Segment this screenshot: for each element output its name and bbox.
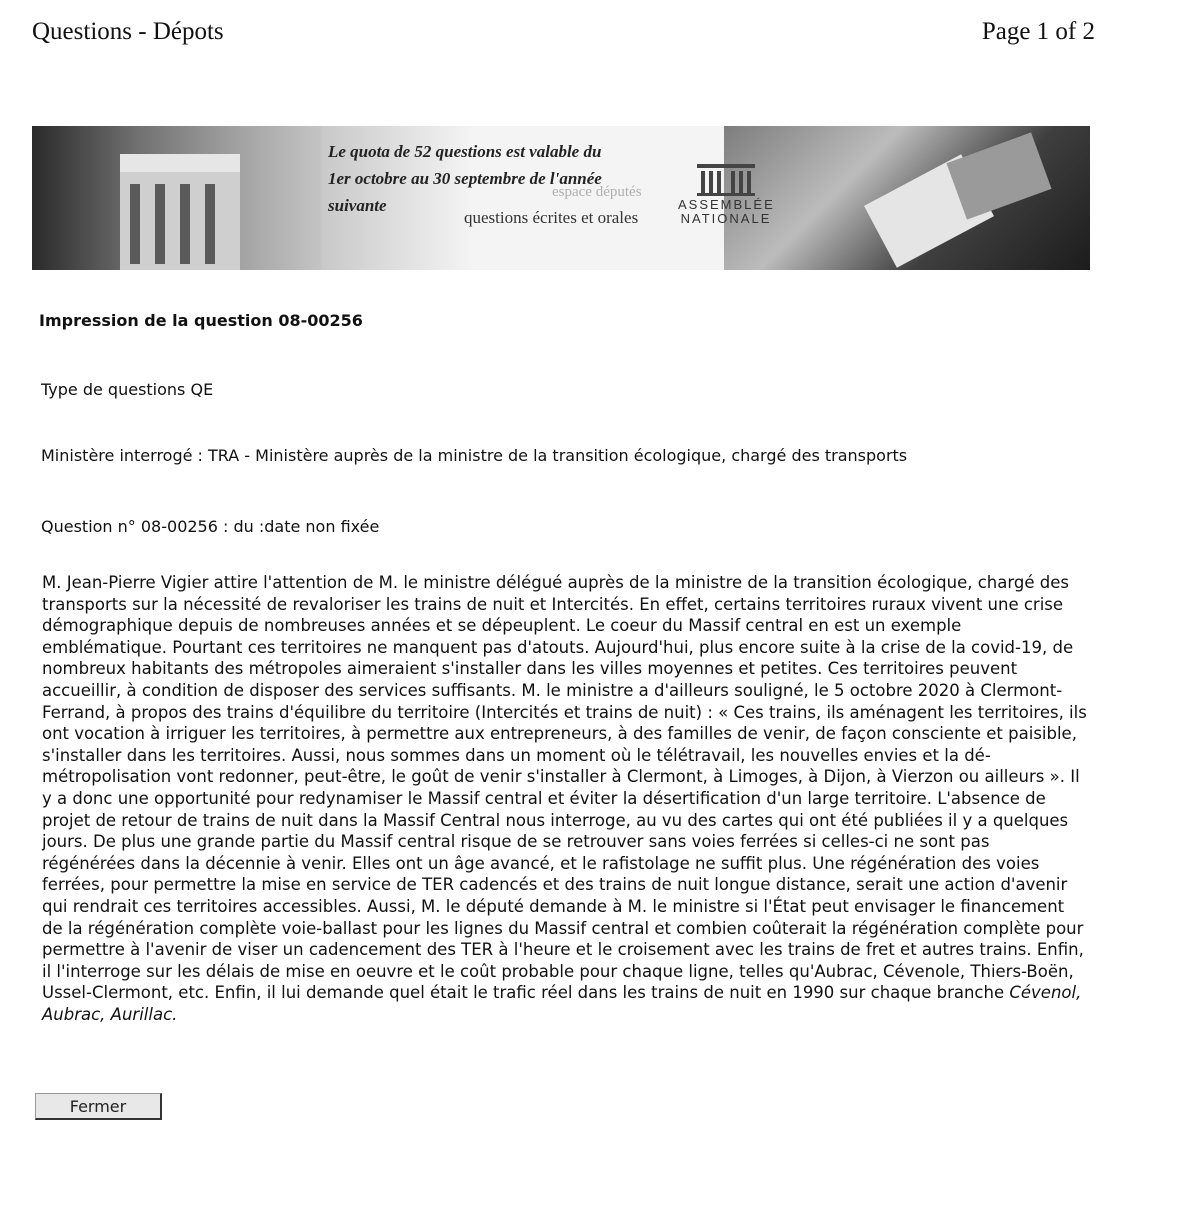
question-number-date: Question n° 08-00256 : du :date non fixée (41, 517, 380, 536)
question-type: Type de questions QE (41, 380, 214, 399)
questions-ecrites-label: questions écrites et orales (464, 208, 639, 227)
hemicycle-icon (695, 162, 757, 196)
question-heading: Impression de la question 08-00256 (39, 311, 363, 330)
assemblee-nationale-logo (678, 156, 774, 252)
logo-line-2: NATIONALE (680, 211, 772, 226)
quota-line-2: 1er octobre au 30 septembre de l'année (328, 169, 602, 188)
logo-line-1: ASSEMBLÉE (678, 197, 775, 212)
print-header-title: Questions - Dépots (32, 18, 224, 45)
espace-deputes-label: espace députés (552, 184, 642, 200)
print-page-number: Page 1 of 2 (981, 18, 1095, 45)
question-body (42, 572, 1087, 1025)
ministry-queried: Ministère interrogé : TRA - Ministère auprès de la ministre de la transition écologique, chargé des transports (41, 446, 908, 465)
question-body-italic: Cévenol, Aubrac, Aurillac. (42, 983, 1082, 1024)
quota-line-3: suivante (328, 196, 387, 215)
desk-photo (724, 126, 1090, 270)
close-button[interactable]: Fermer (35, 1093, 162, 1120)
quota-line-1: Le quota de 52 questions est valable du (328, 142, 602, 161)
question-body-main: M. Jean-Pierre Vigier attire l'attention de M. le ministre délégué auprès de la ministre de la transition écologique, chargé des transports sur la nécessité de revaloriser les trains de nuit et Intercités. En effet, certains territoires ruraux vivent une crise démographique depuis de nombreuses années et se dépeuplent. Le coeur du Massif central en est un exemple emblématique. Pourtant ces territoires ne manquent pas d'atouts. Aujourd'hui, plus encore suite à la crise de la covid-19, de nombreux habitants des métropoles aimeraient s'installer dans les villes moyennes et petites. Ces territoires peuvent accueillir, à condition de disposer des services suffisants. M. le ministre a d'ailleurs souligné, le 5 octobre 2020 à Clermont-Ferrand, à propos des trains d'équilibre du territoire (Intercités et trains de nuit) : « Ces trains, ils aménagent les territoires, ils ont vocation à irriguer les territoires, à permettre aux entrepreneurs, à des familles de venir, de façon consciente et paisible, s'installer dans les territoires. Aussi, nous sommes dans un moment où le télétravail, les nouvelles envies et la dé-métropolisation vont redonner, peut-être, le goût de venir s'installer à Clermont, à Limoges, à Dijon, à Vierzon ou ailleurs ». Il y a donc une opportunité pour redynamiser le Massif central et éviter la désertification d'un large territoire. L'absence de projet de retour de trains de nuit dans la Massif Central nous interroge, au vu des cartes qui ont été publiées il y a quelques jours. De plus une grande partie du Massif central risque de se retrouver sans voies ferrées si celles-ci ne sont pas régénérées dans la décennie à venir. Elles ont un âge avancé, et le rafistolage ne suffit plus. Une régénération des voies ferrées, pour permettre la mise en service de TER cadencés et des trains de nuit longue distance, serait une action d'avenir qui rendrait ces territoires accessibles. Aussi, M. le député demande à M. le ministre si l'État peut envisager le financement de la régénération complète voie-ballast pour les lignes du Massif central et combien coûterait la régénération complète pour permettre à l'avenir de viser un cadencement des TER à l'heure et le croisement avec les trains de fret et autres trains. Enfin, il l'interroge sur les délais de mise en oeuvre et le coût probable pour chaque ligne, telles qu'Aubrac, Cévenole, Thiers-Boën, Ussel-Clermont, etc. Enfin, il lui demande quel était le trafic réel dans les trains de nuit en 1990 sur chaque branche (42, 573, 1087, 1003)
quota-notice (328, 138, 688, 219)
building-photo (32, 126, 332, 270)
header-banner (32, 126, 1090, 270)
palais-bourbon-image (120, 154, 240, 270)
